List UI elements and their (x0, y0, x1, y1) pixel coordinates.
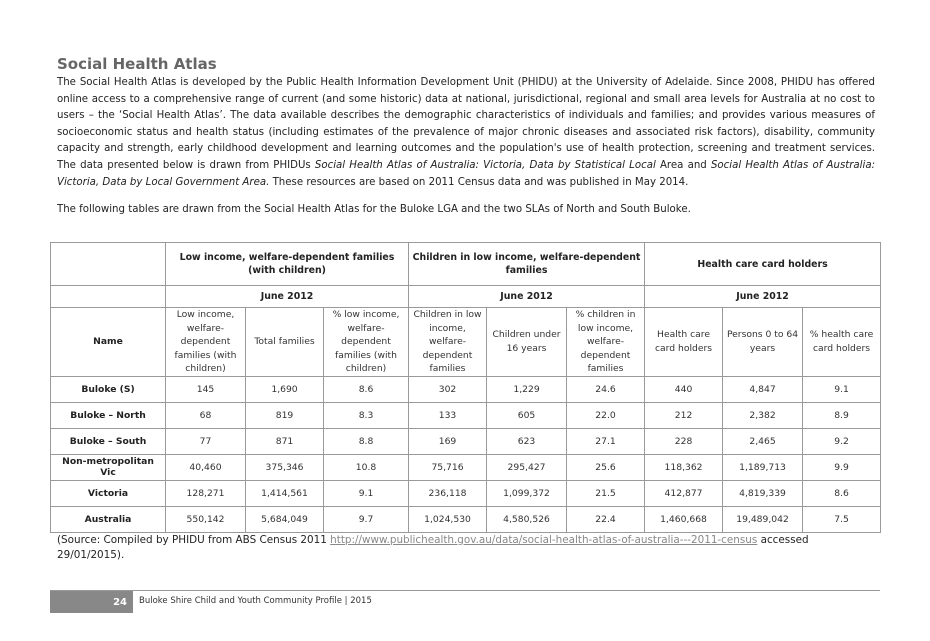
value-cell: 145 (166, 376, 246, 402)
year-header: June 2012 (166, 286, 409, 308)
blank-year-cell (51, 286, 166, 308)
value-cell: 1,690 (246, 376, 324, 402)
intro-text-b: Area and (655, 159, 711, 171)
table-body (51, 376, 881, 532)
value-cell: 819 (246, 402, 324, 428)
value-cell: 75,716 (409, 454, 487, 480)
value-cell: 440 (645, 376, 723, 402)
value-cell: 22.0 (567, 402, 645, 428)
value-cell: 2,382 (723, 402, 803, 428)
intro-text-a: The Social Health Atlas is developed by the Public Health Information Development Unit (PHIDU) at the University of Adelaide. Since 2008, PHIDU has offered online access to a comprehensive range of current (and some historic) data at national, jurisdictional, regional and small area levels for Australia at no cost to users – the ‘Social Health Atlas’. The data available describes the demographic characteristics of individuals and families; and provides various measures of socioeconomic status and health status (including estimates of the prevalence of major chronic diseases and associated risk factors), disability, community capacity and strength, early childhood development and learning outcomes and the population's use of health protection, screening and treatment services. The data presented below is drawn from PHIDUs (57, 77, 875, 171)
year-header: June 2012 (409, 286, 645, 308)
value-cell: 10.8 (324, 454, 409, 480)
group-header-low-income-families: Low income, welfare-dependent families (with children) (166, 243, 409, 286)
value-cell: 1,414,561 (246, 480, 324, 506)
value-cell: 133 (409, 402, 487, 428)
value-cell: 19,489,042 (723, 506, 803, 532)
value-cell: 25.6 (567, 454, 645, 480)
intro-title-sla: Social Health Atlas of Australia: Victoria, Data by Statistical Local (314, 159, 656, 171)
value-cell: 8.3 (324, 402, 409, 428)
column-header: % low income, welfare-dependent families (with children) (324, 308, 409, 377)
row-name-cell: Buloke – South (51, 428, 166, 454)
source-suffix: accessed 29/01/2015). (57, 534, 809, 561)
value-cell: 605 (487, 402, 567, 428)
value-cell: 1,189,713 (723, 454, 803, 480)
blank-header-cell (51, 243, 166, 286)
row-name-cell: Australia (51, 506, 166, 532)
column-header: Children under 16 years (487, 308, 567, 377)
value-cell: 8.6 (803, 480, 881, 506)
table-row (51, 454, 881, 480)
group-header-health-care-cards: Health care card holders (645, 243, 881, 286)
footer-divider (50, 590, 880, 591)
name-column-header: Name (51, 308, 166, 377)
value-cell: 7.5 (803, 506, 881, 532)
value-cell: 228 (645, 428, 723, 454)
value-cell: 623 (487, 428, 567, 454)
intro-title-lga: Social Health Atlas of Australia: Victoria, Data by Local Government Area. (57, 159, 876, 188)
column-header: Total families (246, 308, 324, 377)
value-cell: 236,118 (409, 480, 487, 506)
value-cell: 24.6 (567, 376, 645, 402)
value-cell: 169 (409, 428, 487, 454)
value-cell: 40,460 (166, 454, 246, 480)
value-cell: 302 (409, 376, 487, 402)
value-cell: 1,460,668 (645, 506, 723, 532)
value-cell: 9.1 (324, 480, 409, 506)
table-row (51, 402, 881, 428)
social-health-atlas-table (50, 242, 881, 533)
row-name-cell: Non-metropolitan Vic (51, 454, 166, 480)
row-name-cell: Buloke – North (51, 402, 166, 428)
footer-title: Buloke Shire Child and Youth Community Profile | 2015 (139, 596, 372, 606)
value-cell: 77 (166, 428, 246, 454)
intro-paragraph (57, 75, 875, 191)
value-cell: 5,684,049 (246, 506, 324, 532)
row-name-cell: Victoria (51, 480, 166, 506)
value-cell: 1,024,530 (409, 506, 487, 532)
value-cell: 128,271 (166, 480, 246, 506)
value-cell: 9.2 (803, 428, 881, 454)
value-cell: 118,362 (645, 454, 723, 480)
table-row (51, 506, 881, 532)
value-cell: 412,877 (645, 480, 723, 506)
source-note (57, 533, 875, 563)
value-cell: 550,142 (166, 506, 246, 532)
value-cell: 4,819,339 (723, 480, 803, 506)
value-cell: 9.7 (324, 506, 409, 532)
value-cell: 212 (645, 402, 723, 428)
tables-intro-paragraph: The following tables are drawn from the Social Health Atlas for the Buloke LGA and the two SLAs of North and South Buloke. (57, 204, 691, 215)
value-cell: 295,427 (487, 454, 567, 480)
value-cell: 22.4 (567, 506, 645, 532)
value-cell: 2,465 (723, 428, 803, 454)
value-cell: 8.6 (324, 376, 409, 402)
value-cell: 4,847 (723, 376, 803, 402)
value-cell: 68 (166, 402, 246, 428)
value-cell: 871 (246, 428, 324, 454)
column-header: Low income, welfare-dependent families (with children) (166, 308, 246, 377)
value-cell: 8.8 (324, 428, 409, 454)
column-header: Health care card holders (645, 308, 723, 377)
table-row (51, 428, 881, 454)
value-cell: 1,229 (487, 376, 567, 402)
section-heading: Social Health Atlas (57, 55, 217, 73)
value-cell: 4,580,526 (487, 506, 567, 532)
column-header: % health care card holders (803, 308, 881, 377)
value-cell: 8.9 (803, 402, 881, 428)
value-cell: 9.1 (803, 376, 881, 402)
source-prefix: (Source: Compiled by PHIDU from ABS Census 2011 (57, 534, 331, 546)
year-header: June 2012 (645, 286, 881, 308)
table-row (51, 480, 881, 506)
table-row (51, 376, 881, 402)
group-header-children-low-income: Children in low income, welfare-dependent families (409, 243, 645, 286)
row-name-cell: Buloke (S) (51, 376, 166, 402)
value-cell: 27.1 (567, 428, 645, 454)
column-header: % children in low income, welfare-dependent families (567, 308, 645, 377)
value-cell: 21.5 (567, 480, 645, 506)
value-cell: 1,099,372 (487, 480, 567, 506)
column-header: Persons 0 to 64 years (723, 308, 803, 377)
value-cell: 9.9 (803, 454, 881, 480)
source-link[interactable]: http://www.publichealth.gov.au/data/social-health-atlas-of-australia---2011-census (330, 534, 758, 546)
intro-text-c: These resources are based on 2011 Census data and was published in May 2014. (269, 176, 689, 188)
column-header: Children in low income, welfare-dependent families (409, 308, 487, 377)
value-cell: 375,346 (246, 454, 324, 480)
page-number: 24 (50, 591, 133, 613)
